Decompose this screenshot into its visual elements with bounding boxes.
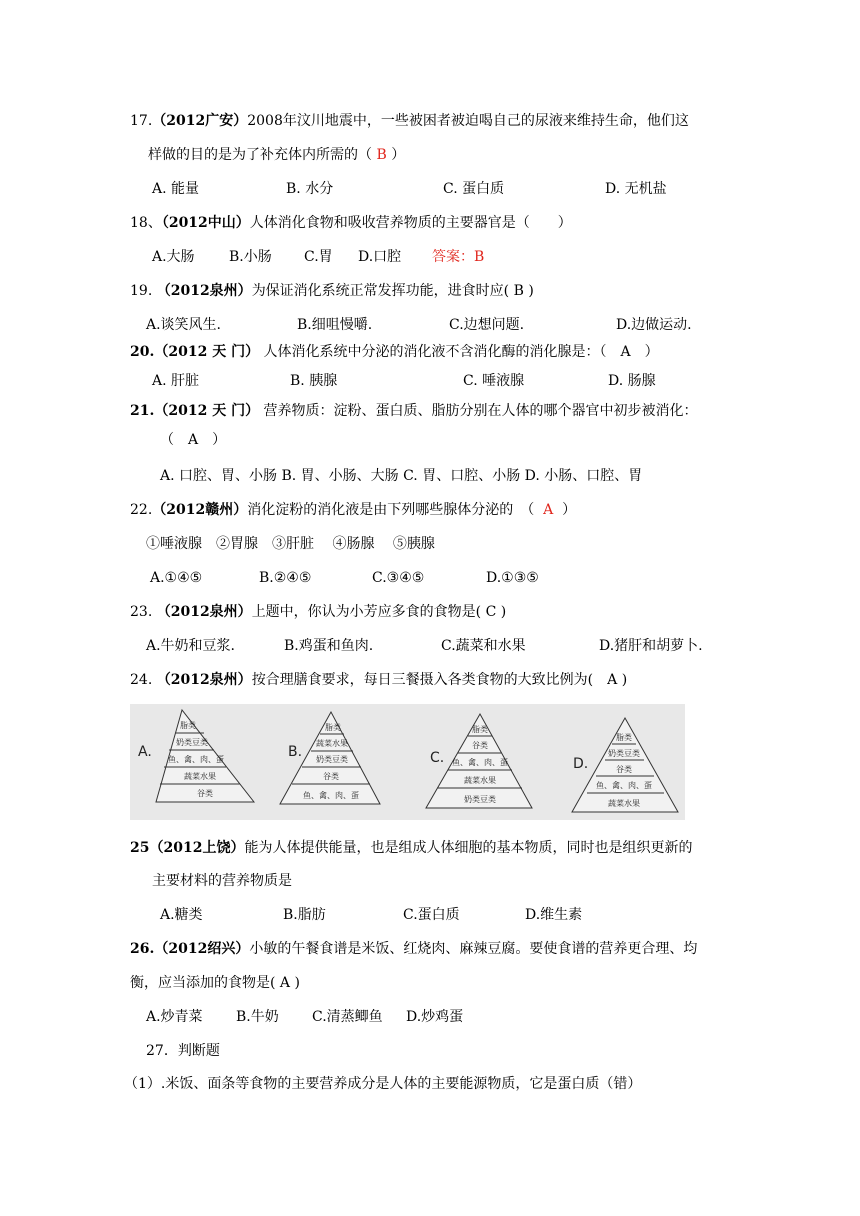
pyramid-d-layer: 鱼、禽、肉、蛋 [596, 781, 652, 790]
pyramid-d-layer: 谷类 [616, 765, 632, 774]
pyramid-a-layer: 鱼、禽、肉、蛋 [168, 755, 224, 764]
q18-option-a: A.大肠 [152, 249, 195, 265]
q22-option-d: D.①③⑤ [486, 570, 539, 586]
q20-source: （2012 天 门） [154, 344, 260, 360]
q17-option-c: C. 蛋白质 [443, 181, 505, 197]
q23-text: 上题中，你认为小芳应多食的食物是( C ) [251, 604, 507, 620]
q19-option-a: A.谈笑风生. [146, 317, 222, 333]
pyramid-c-label: C. [430, 750, 445, 766]
q26-option-c: C.清蒸鲫鱼 [312, 1009, 383, 1025]
q26-option-b: B.牛奶 [236, 1009, 279, 1025]
pyramid-c-layer: 奶类豆类 [464, 795, 496, 804]
q19-option-b: B.细咀慢嚼. [297, 317, 373, 333]
q23-option-d: D.猪肝和胡萝卜. [599, 638, 703, 654]
pyramid-b-layer: 鱼、禽、肉、蛋 [303, 791, 359, 800]
q21-line1 [130, 402, 698, 420]
q22-glands: ①唾液腺 ②胃腺 ③肝脏 ④肠腺 ⑤胰腺 [146, 536, 435, 552]
q20-option-d: D. 肠腺 [608, 373, 656, 389]
pyramid-a [138, 710, 254, 802]
q22-close: ） [562, 502, 577, 518]
q18-text: 人体消化食物和吸收营养物质的主要器官是（ ） [249, 215, 572, 231]
q18-number: 18、 [130, 215, 162, 231]
q25-number: 25 [130, 840, 150, 856]
food-pyramid-svg [130, 704, 685, 820]
q23-option-a: A.牛奶和豆浆. [146, 638, 236, 654]
q26-line2: 衡，应当添加的食物是( A ) [130, 975, 300, 991]
q26-text: 小敏的午餐食谱是米饭、红烧肉、麻辣豆腐。要使食谱的营养更合理、均 [249, 941, 698, 957]
q24-line [130, 671, 627, 689]
pyramid-a-layer: 脂类 [180, 721, 196, 730]
q22-source: （2012赣州） [152, 502, 248, 518]
q18-answer: 答案：B [432, 249, 485, 265]
q19-number: 19. [130, 283, 153, 299]
q22-option-b: B.②④⑤ [259, 570, 312, 586]
q22-text: 消化淀粉的消化液是由下列哪些腺体分泌的 （ [247, 502, 535, 518]
pyramid-c-layer: 脂类 [472, 725, 488, 734]
pyramid-c-layer: 蔬菜水果 [464, 776, 496, 785]
q24-number: 24. [130, 672, 153, 688]
pyramid-d-layer: 脂类 [616, 733, 632, 742]
food-pyramid-figure [130, 704, 685, 820]
q20-text: 人体消化系统中分泌的消化液不含消化酶的消化腺是：（ A ） [263, 344, 659, 360]
q22-option-a: A.①④⑤ [150, 570, 203, 586]
q21-text: 营养物质：淀粉、蛋白质、脂肪分别在人体的哪个器官中初步被消化： [263, 403, 698, 419]
q19-line [130, 282, 534, 300]
pyramid-d [572, 718, 678, 812]
q17-close: ） [391, 147, 406, 163]
q17-line1 [130, 112, 689, 130]
q17-number: 17. [130, 113, 153, 129]
q26-option-a: A.炒青菜 [146, 1009, 203, 1025]
q27-title: 判断题 [177, 1043, 220, 1059]
q18-option-b: B.小肠 [229, 249, 272, 265]
q21-source: （2012 天 门） [154, 403, 260, 419]
q18-line [130, 214, 572, 232]
q20-option-a: A. 肝脏 [152, 373, 200, 389]
q17-source: （2012广安） [152, 113, 248, 129]
q17-text: 2008年汶川地震中，一些被困者被迫喝自己的尿液来维持生命，他们这 [247, 113, 689, 129]
q26-number: 26. [130, 941, 155, 957]
q24-text: 按合理膳食要求，每日三餐摄入各类食物的大致比例为( A ) [251, 672, 628, 688]
q19-source: （2012泉州） [156, 283, 252, 299]
q18-source: （2012中山） [161, 215, 250, 231]
q25-line1 [130, 839, 692, 857]
q23-option-c: C.蔬菜和水果 [441, 638, 526, 654]
q22-answer: A [543, 502, 554, 518]
q18-option-c: C.胃 [304, 249, 333, 265]
q17-line2 [148, 146, 405, 164]
pyramid-b [280, 712, 380, 804]
q20-number: 20. [130, 344, 155, 360]
q21-line2: （ A ） [160, 432, 227, 448]
pyramid-c [426, 714, 532, 808]
q20-line [130, 343, 659, 361]
q19-option-d: D.边做运动. [616, 317, 692, 333]
q25-line2: 主要材料的营养物质是 [152, 873, 292, 889]
pyramid-b-layer: 脂类 [325, 723, 341, 732]
q17-text-cont: 样做的目的是为了补充体内所需的（ [148, 147, 372, 163]
q25-option-c: C.蛋白质 [403, 907, 460, 923]
q20-option-c: C. 唾液腺 [463, 373, 525, 389]
q17-option-d: D. 无机盐 [605, 181, 667, 197]
q21-number: 21. [130, 403, 155, 419]
q22-option-c: C.③④⑤ [372, 570, 425, 586]
q27-number: 27． [146, 1043, 178, 1059]
pyramid-a-layer: 奶类豆类 [176, 738, 208, 747]
pyramid-d-label: D. [573, 756, 589, 772]
pyramid-a-label: A. [138, 744, 152, 760]
pyramid-c-layer: 鱼、禽、肉、蛋 [452, 758, 508, 767]
pyramid-a-layer: 谷类 [197, 789, 213, 798]
pyramid-c-layer: 谷类 [472, 741, 488, 750]
q21-options: A. 口腔、胃、小肠 B. 胃、小肠、大肠 C. 胃、口腔、小肠 D. 小肠、口腔、胃 [160, 468, 643, 484]
q26-line1 [130, 940, 697, 958]
pyramid-d-layer: 奶类豆类 [608, 749, 640, 758]
q25-text: 能为人体提供能量，也是组成人体细胞的基本物质，同时也是组织更新的 [244, 840, 693, 856]
q23-line [130, 603, 506, 621]
pyramid-a-layer: 蔬菜水果 [184, 772, 216, 781]
pyramid-d-layer: 蔬菜水果 [608, 799, 640, 808]
q25-option-d: D.维生素 [525, 907, 583, 923]
q26-source: （2012绍兴） [154, 941, 250, 957]
pyramid-b-label: B. [288, 744, 303, 760]
q24-source: （2012泉州） [156, 672, 252, 688]
q17-option-b: B. 水分 [286, 181, 334, 197]
q18-option-d: D.口腔 [358, 249, 402, 265]
q26-option-d: D.炒鸡蛋 [406, 1009, 464, 1025]
q23-source: （2012泉州） [156, 604, 252, 620]
q23-option-b: B.鸡蛋和鱼肉. [284, 638, 374, 654]
q19-text: 为保证消化系统正常发挥功能，进食时应( B ) [251, 283, 534, 299]
q19-option-c: C.边想问题. [449, 317, 525, 333]
pyramid-b-layer: 谷类 [323, 772, 339, 781]
q25-option-b: B.脂肪 [283, 907, 326, 923]
q25-source: （2012上饶） [149, 840, 245, 856]
q27-line [146, 1042, 220, 1060]
q22-line [130, 501, 576, 519]
q22-number: 22. [130, 502, 153, 518]
q23-number: 23. [130, 604, 153, 620]
pyramid-b-layer: 奶类豆类 [316, 755, 348, 764]
q25-option-a: A.糖类 [160, 907, 203, 923]
q27-item-1: （1）.米饭、面条等食物的主要营养成分是人体的主要能源物质，它是蛋白质（错） [124, 1076, 642, 1092]
q17-answer: B [376, 147, 387, 163]
q17-option-a: A. 能量 [152, 181, 200, 197]
q20-option-b: B. 胰腺 [290, 373, 338, 389]
pyramid-b-layer: 蔬菜水果 [316, 739, 348, 748]
